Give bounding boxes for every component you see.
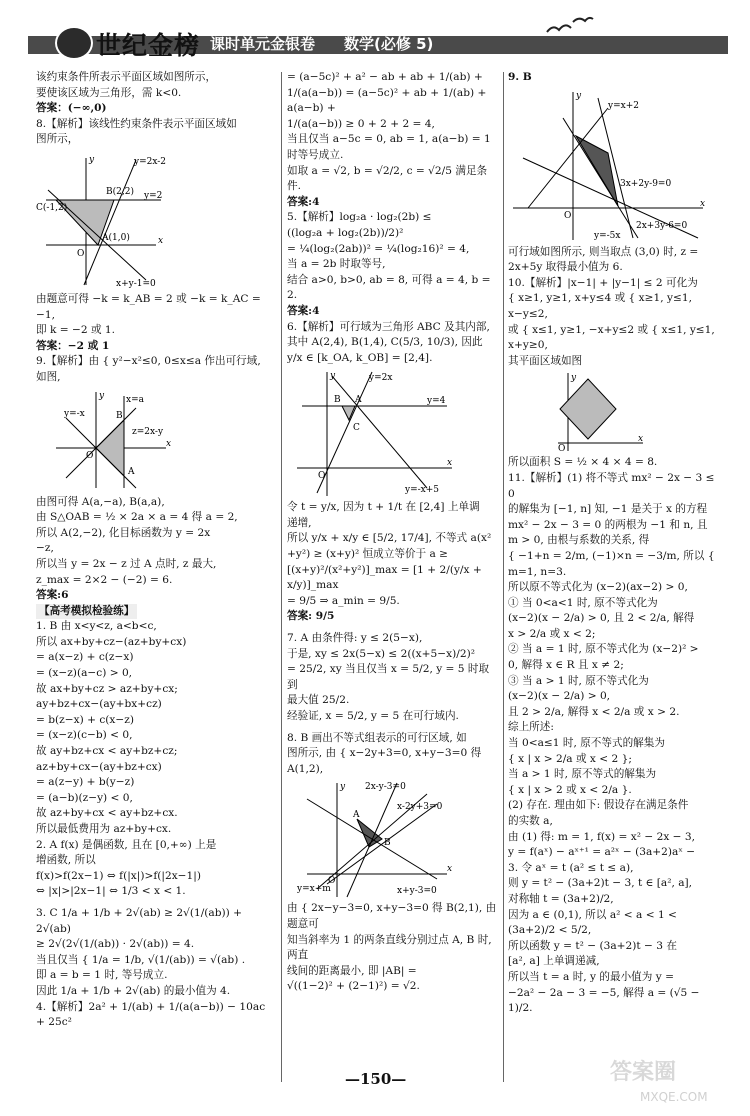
text-line: 当且仅当 a−5c = 0, ab = 1, a(a−b) = 1 <box>287 133 491 146</box>
label: y=-x+5 <box>405 485 440 496</box>
label: x <box>638 434 644 445</box>
text-line: 其平面区域如图 <box>508 354 583 367</box>
text-line: 故 ay+bz+cx < ay+bz+cz; <box>36 745 178 758</box>
text-line: ③ 当 a > 1 时, 原不等式化为 <box>508 674 649 687</box>
text-line: y/x ∈ [k_OA, k_OB] = [2,4]. <box>287 351 433 364</box>
text-line: [a², a] 上单调递减, <box>508 955 600 968</box>
label: x-2y+3=0 <box>397 802 443 813</box>
column-divider <box>281 72 282 1082</box>
text-line: 所以函数 y = t² − (3a+2)t − 3 在 <box>508 939 677 952</box>
column-left <box>36 70 276 1031</box>
answer-line: 答案:4 <box>287 195 320 208</box>
text-line: 图所示, 由 { x−2y+3=0, x+y−3=0 得 A(1,2), <box>287 747 482 775</box>
text-line: 即 k = −2 或 1. <box>36 324 116 337</box>
text-line: 1/(a(a−b)) = (a−5c)² + ab + 1/(ab) + a(a−b) + <box>287 86 487 115</box>
text-line: 因此 1/a + 1/b + 2√(ab) 的最小值为 4. <box>36 984 231 997</box>
text-line: = (a−b)(z−y) < 0, <box>36 791 133 804</box>
label: x <box>447 458 453 469</box>
text-line: 令 t = y/x, 因为 t + 1/t 在 [2,4] 上单调 <box>287 501 480 514</box>
label: B <box>116 410 123 421</box>
figure-q8b-region <box>287 779 457 899</box>
text-line: [(x+y)²/(x²+y²)]_max = [1 + 2/(y/x + x/y)]_max <box>287 563 482 592</box>
text-line: 0, 解得 x ∈ R 且 x ≠ 2; <box>508 659 624 672</box>
text-line: −1, <box>36 308 55 321</box>
text-line: y = f(aˣ) − aˣ⁺¹ = a²ˣ − (3a+2)aˣ − <box>508 846 696 859</box>
page-number: —150— <box>345 1070 407 1088</box>
text-line: ② 当 a = 1 时, 原不等式化为 (x−2)² > <box>508 643 699 656</box>
label: y=x+m <box>297 884 331 895</box>
label: A(1,0) <box>102 232 130 243</box>
label: 2x+3y-6=0 <box>636 220 688 231</box>
label: y <box>330 371 336 382</box>
label: O <box>86 450 94 461</box>
text-line: mx² − 2x − 3 = 0 的两根为 −1 和 n, 且 <box>508 518 708 531</box>
label: x <box>166 438 172 449</box>
text-line: 该约束条件所表示平面区域如图所示， <box>36 71 217 83</box>
label: y=2 <box>144 190 163 201</box>
text-line: 6.【解析】可行域为三角形 ABC 及其内部, <box>287 320 490 333</box>
figure-q9b-region <box>508 88 708 243</box>
text-line: ⇔ |x|>|2x−1| ⇔ 1/3 < x < 1. <box>36 885 186 898</box>
text-line: (x−2)(x − 2/a) > 0, <box>508 690 611 703</box>
watermark-url: MXQE.COM <box>640 1090 708 1104</box>
text-line: −2a² − 2a − 3 = −5, 解得 a = (√5 − 1)/2. <box>508 986 700 1015</box>
figure-q9-region <box>36 388 176 493</box>
text-line: 即 a = b = 1 时, 等号成立. <box>36 969 168 982</box>
text-line: 2. A f(x) 是偶函数, 且在 [0,+∞) 上是 <box>36 838 217 851</box>
text-line: 当 a > 1 时, 原不等式的解集为 <box>508 768 657 781</box>
series-title: 课时单元金银卷 <box>210 35 316 53</box>
label: C(-1,2) <box>36 202 68 213</box>
text-line: (x−2)(x − 2/a) > 0, 且 2 < 2/a, 解得 <box>508 612 695 625</box>
label: x=a <box>126 394 144 405</box>
label: x+y-3=0 <box>397 886 437 897</box>
text-line: z_max = 2×2 − (−2) = 6. <box>36 573 173 586</box>
label: x <box>158 235 164 246</box>
text-line: f(x)>f(2x−1) ⇔ f(|x|)>f(|2x−1|) <box>36 869 201 882</box>
column-divider <box>503 72 504 1082</box>
text-line: 图所示， <box>36 133 79 146</box>
text-line: m > 0, 由根与系数的关系, 得 <box>508 534 650 547</box>
label: O <box>328 876 336 887</box>
text-line: ① 当 0<a<1 时, 原不等式化为 <box>508 596 658 609</box>
figure-q10-region <box>508 371 648 453</box>
text-line: −z, <box>36 542 54 555</box>
text-line: 所以当 t = a 时, y 的最小值为 y = <box>508 970 674 983</box>
text-line: = 9/5 ⇒ a_min = 9/5. <box>287 594 400 607</box>
label: O <box>318 471 326 482</box>
column-middle <box>287 70 499 995</box>
label: y <box>576 90 582 101</box>
label: y=-x <box>64 408 85 419</box>
text-line: 则 y = t² − (3a+2)t − 3, t ∈ [a², a], <box>508 877 693 890</box>
text-line: ≥ 2√(2√(1/(ab)) · 2√(ab)) = 4. <box>36 938 195 951</box>
text-line: { x | x > 2/a 或 x < 2 }; <box>508 752 632 765</box>
text-line: ((log₂a + log₂(2b))/2)² <box>287 226 404 239</box>
label: A <box>353 810 360 821</box>
label: y <box>571 373 577 384</box>
brand-logo-icon <box>55 26 93 60</box>
label: C <box>353 423 360 434</box>
text-line: 9.【解析】由 { y²−x²≤0, 0≤x≤a 作出可行域, <box>36 355 261 368</box>
figure-q6-region <box>287 368 457 498</box>
text-line: 时等号成立. <box>287 148 344 161</box>
text-line: = ¼(log₂(2ab))² = ¼(log₂16)² = 4, <box>287 242 470 255</box>
text-line: 由题意可得 −k = k_AB = 2 或 −k = k_AC = <box>36 292 261 305</box>
text-line: 3. 令 aˣ = t (a² ≤ t ≤ a), <box>508 861 634 874</box>
text-line: 8. B 画出不等式组表示的可行区域, 如 <box>287 731 467 744</box>
text-line: 2√(ab) <box>36 922 71 935</box>
text-line: 线间的距离最小, 即 |AB| = <box>287 964 417 977</box>
text-line: = a(x−z) + c(z−x) <box>36 651 134 664</box>
subject-title: 数学(必修 5) <box>344 35 434 53</box>
text-line: 所以原不等式化为 (x−2)(ax−2) > 0, <box>508 581 688 594</box>
text-line: 最大值 25/2. <box>287 694 350 707</box>
brand-title: 世纪金榜 <box>96 31 201 60</box>
label: y=-5x <box>594 230 621 241</box>
label: O <box>77 248 85 259</box>
text-line: 于是, xy ≤ 2x(5−x) ≤ 2((x+5−x)/2)² <box>287 647 475 660</box>
text-line: x > 2/a 或 x < 2; <box>508 627 596 640</box>
text-line: 因为 a ∈ (0,1), 所以 a² < a < 1 < <box>508 908 677 921</box>
text-line: 对称轴 t = (3a+2)/2, <box>508 892 614 905</box>
text-line: = (x−z)(a−c) > 0, <box>36 667 133 680</box>
label: y <box>99 390 105 401</box>
label: O <box>558 444 566 454</box>
label: y <box>89 154 95 165</box>
text-line: 所以最低费用为 az+by+cx. <box>36 823 172 835</box>
birds-icon <box>545 14 595 42</box>
answer-line: 答案：(−∞,0) <box>36 102 107 115</box>
label: O <box>564 210 572 221</box>
text-line: 由 (1) 得: m = 1, f(x) = x² − 2x − 3, <box>508 830 696 843</box>
text-line: 综上所述: <box>508 721 554 734</box>
label: x <box>700 198 706 209</box>
text-line: 所以 y/x + x/y ∈ [5/2, 17/4], 不等式 a(x² <box>287 532 492 545</box>
text-line: ay+bz+cx−(ay+bx+cz) <box>36 698 162 711</box>
answer-line: 答案: 9/5 <box>287 610 335 623</box>
text-line: (3a+2)/2 < 5/2, <box>508 924 592 937</box>
label: B(2,2) <box>106 186 134 197</box>
text-line: 由 S△OAB = ½ × 2a × a = 4 得 a = 2, <box>36 511 238 524</box>
text-line: 所以 A(2,−2), 化目标函数为 y = 2x <box>36 526 211 539</box>
section-heading: 【高考模拟检验练】 <box>36 604 137 620</box>
label: x <box>447 864 453 875</box>
text-line: = b(z−x) + c(x−z) <box>36 713 134 726</box>
label: y=4 <box>427 396 446 407</box>
text-line: 故 ax+by+cz > az+by+cx; <box>36 682 178 695</box>
text-line: 当 a = 2b 时取等号, <box>287 258 386 271</box>
watermark-logo: 答案圈 <box>610 1060 677 1085</box>
text-line: { x | x > 2 或 x < 2/a }. <box>508 783 632 796</box>
label: B <box>384 838 391 849</box>
text-line: = 25/2, xy 当且仅当 x = 5/2, y = 5 时取到 <box>287 663 490 691</box>
text-line: 当 0<a≤1 时, 原不等式的解集为 <box>508 737 665 750</box>
label: y=2x-2 <box>134 156 167 167</box>
text-line: 可行域如图所示, 则当取点 (3,0) 时, z = <box>508 245 699 258</box>
label: A <box>128 466 135 477</box>
label: y <box>340 782 346 793</box>
text-line: 增函数, 所以 <box>36 854 96 867</box>
text-line: 7. A 由条件得: y ≤ 2(5−x), <box>287 632 423 645</box>
text-line: 1/(a(a−b)) ≥ 0 + 2 + 2 = 4, <box>287 117 435 130</box>
text-line: 其中 A(2,4), B(1,4), C(5/3, 10/3), 因此 <box>287 336 483 349</box>
text-line: 10.【解析】|x−1| + |y−1| ≤ 2 可化为 <box>508 276 698 289</box>
text-line: 4.【解析】2a² + 1/(ab) + 1/(a(a−b)) − 10ac + 25c² <box>36 1000 266 1029</box>
text-line: 11.【解析】(1) 将不等式 mx² − 2x − 3 ≤ 0 <box>508 471 715 500</box>
text-line: 8.【解析】该线性约束条件表示平面区域如 <box>36 117 237 130</box>
text-line: = a(z−y) + b(y−z) <box>36 776 135 789</box>
text-line: +y²) ≥ (x+y)² 恒成立等价于 a ≥ <box>287 548 449 561</box>
text-line: 所以面积 S = ½ × 4 × 4 = 8. <box>508 456 658 469</box>
text-line: 所以当 y = 2x − z 过 A 点时, z 最大, <box>36 557 217 570</box>
label: x+y-1=0 <box>116 278 156 289</box>
text-line: 3. C 1/a + 1/b + 2√(ab) ≥ 2√(1/(ab)) + <box>36 906 243 919</box>
question-number: 9. B <box>508 71 532 83</box>
text-line: 由图可得 A(a,−a), B(a,a), <box>36 495 165 508</box>
label: z=2x-y <box>132 426 164 437</box>
text-line: 递增, <box>287 516 312 529</box>
label: 3x+2y-9=0 <box>620 178 672 189</box>
text-line: 故 az+by+cx < ay+bz+cx. <box>36 807 178 820</box>
text-line: 经验证, x = 5/2, y = 5 在可行域内. <box>287 710 459 722</box>
answer-line: 答案：−2 或 1 <box>36 339 110 352</box>
text-line: 且 2 > 2/a, 解得 x < 2/a 或 x > 2. <box>508 705 680 718</box>
figure-q8-region <box>36 150 176 290</box>
text-line: 由 { 2x−y−3=0, x+y−3=0 得 B(2,1), 由题意可 <box>287 902 497 930</box>
text-line: 当且仅当 { 1/a = 1/b, √(1/(ab)) = √(ab) . <box>36 953 246 966</box>
text-line: { x≥1, y≥1, x+y≤4 或 { x≥1, y≤1, x−y≤2, <box>508 292 692 320</box>
label: B <box>334 395 341 406</box>
text-line: 知当斜率为 1 的两条直线分别过点 A, B 时, 两直 <box>287 933 492 962</box>
label: 2x-y-3=0 <box>365 782 406 793</box>
text-line: (2) 存在. 理由如下: 假设存在满足条件 <box>508 799 689 812</box>
page-header <box>0 0 750 62</box>
text-line: 结合 a>0, b>0, ab = 8, 可得 a = 4, b = 2. <box>287 273 491 302</box>
text-line: az+by+cx−(ay+bz+cx) <box>36 760 162 773</box>
text-line: 5.【解析】log₂a · log₂(2b) ≤ <box>287 211 432 224</box>
text-line: 2x+5y 取得最小值为 6. <box>508 261 623 274</box>
text-line: 1. B 由 x<y<z, a<b<c, <box>36 620 157 633</box>
answer-line: 答案:6 <box>36 589 69 602</box>
text-line: = (x−z)(c−b) < 0, <box>36 729 133 742</box>
text-line: 的实数 a, <box>508 815 553 827</box>
text-line: √((1−2)² + (2−1)²) = √2. <box>287 980 420 993</box>
label: A <box>355 395 362 406</box>
text-line: = (a−5c)² + a² − ab + ab + 1/(ab) + <box>287 71 483 83</box>
label: y=x+2 <box>608 100 639 111</box>
text-line: { −1+n = 2/m, (−1)×n = −3/m, 所以 { m=1, n=3. <box>508 549 715 578</box>
text-line: 的解集为 [−1, n] 知, −1 是关于 x 的方程 <box>508 503 708 516</box>
text-line: 要使该区域为三角形，需 k<0. <box>36 86 182 99</box>
text-line: 如取 a = √2, b = √2/2, c = √2/5 满足条件. <box>287 164 488 193</box>
column-right <box>508 70 718 1017</box>
label: y=2x <box>369 373 393 384</box>
text-line: 或 { x≤1, y≥1, −x+y≤2 或 { x≤1, y≤1, x+y≥0, <box>508 323 715 352</box>
text-line: 所以 ax+by+cz−(az+by+cx) <box>36 635 187 648</box>
text-line: 如图, <box>36 370 61 383</box>
answer-line: 答案:4 <box>287 304 320 317</box>
